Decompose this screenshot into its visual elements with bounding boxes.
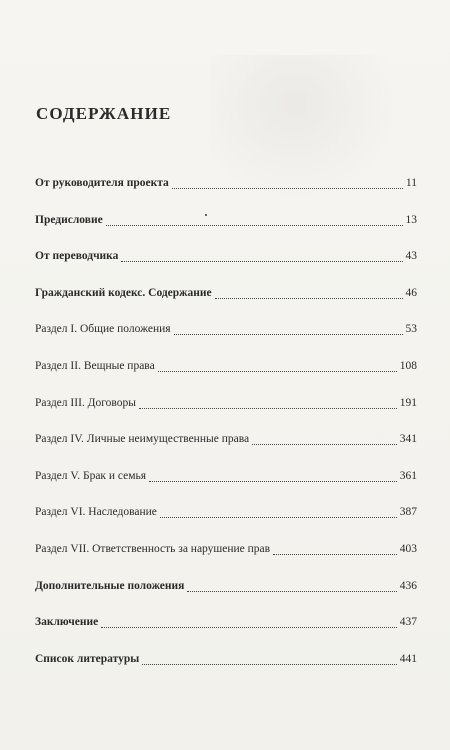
toc-title: Предисловие <box>35 213 103 226</box>
dot-leader <box>142 653 397 665</box>
toc-entry <box>35 652 417 689</box>
toc-page-number: 53 <box>405 323 417 336</box>
toc-title: Гражданский кодекс. Содержание <box>35 286 212 299</box>
toc-entry <box>35 176 417 213</box>
toc-entry <box>35 579 417 616</box>
toc-title: Раздел V. Брак и семья <box>35 469 147 482</box>
dot-leader <box>158 360 397 372</box>
toc-page-number: 43 <box>405 250 417 263</box>
toc-title: Дополнительные положения <box>35 579 185 592</box>
toc-page-number: 441 <box>399 652 417 665</box>
toc-entry <box>35 469 417 506</box>
dot-leader <box>101 616 397 628</box>
toc-title: Раздел I. Общие положения <box>35 323 171 336</box>
table-of-contents <box>35 176 417 688</box>
dot-leader <box>273 543 397 555</box>
toc-page-number: 341 <box>399 433 417 446</box>
toc-title: Список литературы <box>35 652 140 665</box>
toc-entry <box>35 505 417 542</box>
toc-page-number: 403 <box>399 542 417 555</box>
toc-page-number: 437 <box>399 616 417 629</box>
toc-page-number: 387 <box>399 506 417 519</box>
toc-page-number: 108 <box>399 359 417 372</box>
toc-page-number: 436 <box>399 579 417 592</box>
toc-title: Заключение <box>35 616 99 629</box>
toc-entry <box>35 432 417 469</box>
toc-page-number: 11 <box>405 177 417 189</box>
toc-title: Раздел II. Вещные права <box>35 359 155 372</box>
dot-leader <box>215 287 403 299</box>
page-heading: СОДЕРЖАНИЕ <box>36 104 172 123</box>
dot-leader <box>121 250 402 262</box>
toc-page-number: 13 <box>405 213 417 226</box>
toc-entry <box>35 615 417 652</box>
dot-leader <box>160 506 397 518</box>
toc-title: Раздел IV. Личные неимущественные права <box>35 433 250 446</box>
toc-entry <box>35 396 417 433</box>
dot-leader <box>149 470 397 482</box>
toc-page-number: 361 <box>399 469 417 482</box>
toc-title: Раздел VII. Ответственность за нарушение прав <box>35 542 271 555</box>
toc-entry <box>35 322 417 359</box>
toc-entry <box>35 542 417 579</box>
dot-leader <box>172 177 403 189</box>
toc-title: От руководителя проекта <box>35 177 169 189</box>
toc-entry <box>35 249 417 286</box>
toc-title: Раздел III. Договоры <box>35 396 136 409</box>
dot-leader <box>106 214 403 226</box>
toc-page-number: 191 <box>399 396 417 409</box>
toc-title: Раздел VI. Наследование <box>35 506 157 519</box>
toc-title: От переводчика <box>35 250 119 263</box>
toc-entry <box>35 359 417 396</box>
dot-leader <box>252 433 397 445</box>
toc-entry <box>35 213 417 250</box>
dot-leader <box>187 580 396 592</box>
toc-page-number: 46 <box>405 286 417 299</box>
dot-leader <box>174 323 403 335</box>
toc-entry <box>35 286 417 323</box>
dot-leader <box>139 397 397 409</box>
